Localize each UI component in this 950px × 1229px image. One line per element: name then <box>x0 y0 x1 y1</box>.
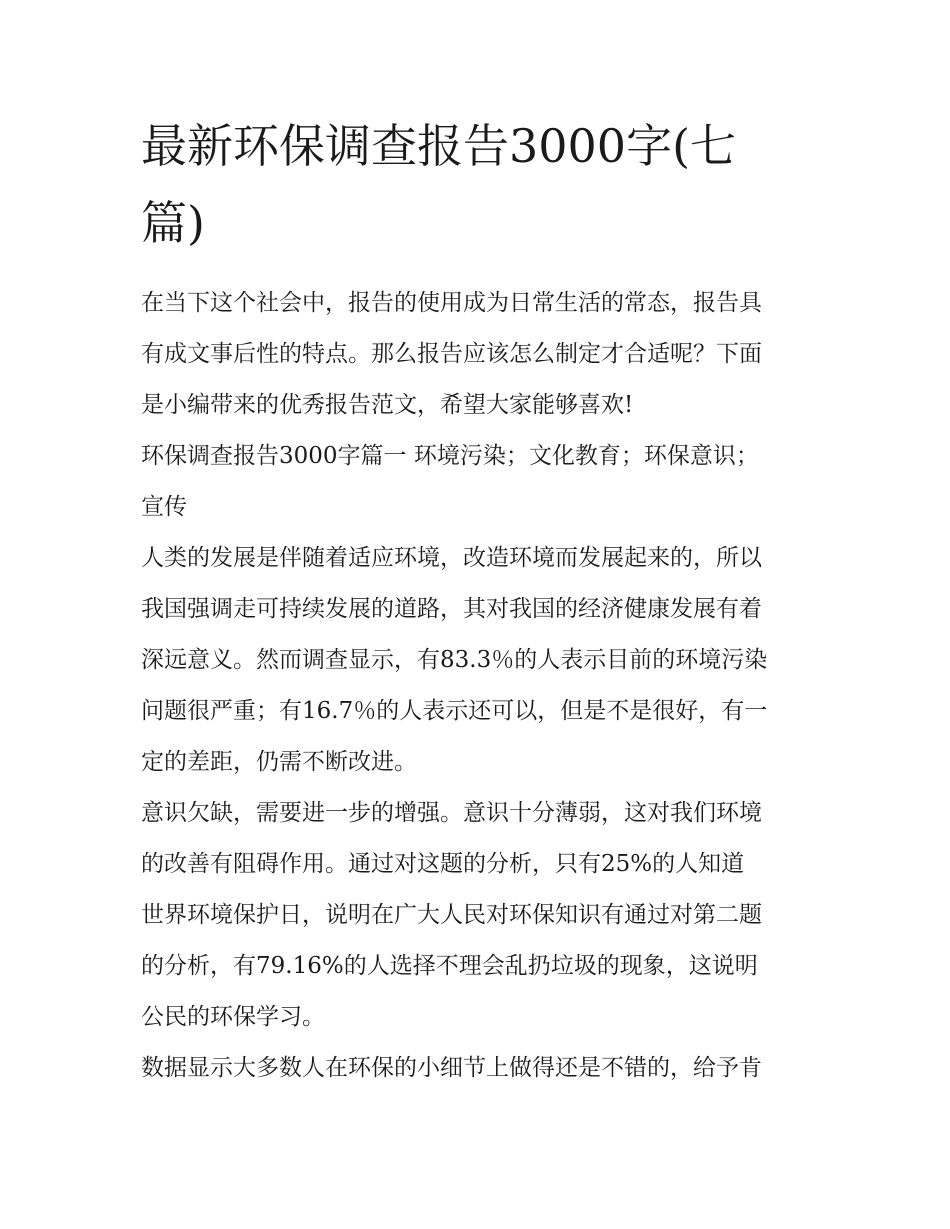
body-line: 的改善有阻碍作用。通过对这题的分析，只有25%的人知道 <box>141 851 745 877</box>
section-heading-line: 环保调查报告3000字篇一 环境污染；文化教育；环保意识； <box>141 443 759 469</box>
body-line: 在当下这个社会中，报告的使用成为日常生活的常态，报告具 <box>141 290 762 316</box>
body-line: 意识欠缺，需要进一步的增强。意识十分薄弱，这对我们环境 <box>141 800 762 826</box>
body-line: 数据显示大多数人在环保的小细节上做得还是不错的，给予肯 <box>141 1055 762 1081</box>
document-title <box>141 108 821 262</box>
title-line-1: 最新环保调查报告3000字(七 <box>141 119 737 173</box>
body-line: 定的差距，仍需不断改进。 <box>141 749 417 775</box>
body-line: 公民的环保学习。 <box>141 1004 325 1030</box>
title-line-2: 篇) <box>141 196 205 250</box>
section-heading-line: 宣传 <box>141 494 187 520</box>
body-line: 的分析，有79.16%的人选择不理会乱扔垃圾的现象，这说明 <box>141 953 758 979</box>
document-body <box>141 278 813 1094</box>
body-line: 深远意义。然而调查显示，有83.3％的人表示目前的环境污染 <box>141 647 768 673</box>
body-line: 我国强调走可持续发展的道路，其对我国的经济健康发展有着 <box>141 596 762 622</box>
body-line: 人类的发展是伴随着适应环境，改造环境而发展起来的，所以 <box>141 545 762 571</box>
body-line: 有成文事后性的特点。那么报告应该怎么制定才合适呢？下面 <box>141 341 762 367</box>
body-line: 是小编带来的优秀报告范文，希望大家能够喜欢! <box>141 392 634 418</box>
body-line: 问题很严重；有16.7％的人表示还可以，但是不是很好，有一 <box>141 698 768 724</box>
body-line: 世界环境保护日，说明在广大人民对环保知识有通过对第二题 <box>141 902 762 928</box>
